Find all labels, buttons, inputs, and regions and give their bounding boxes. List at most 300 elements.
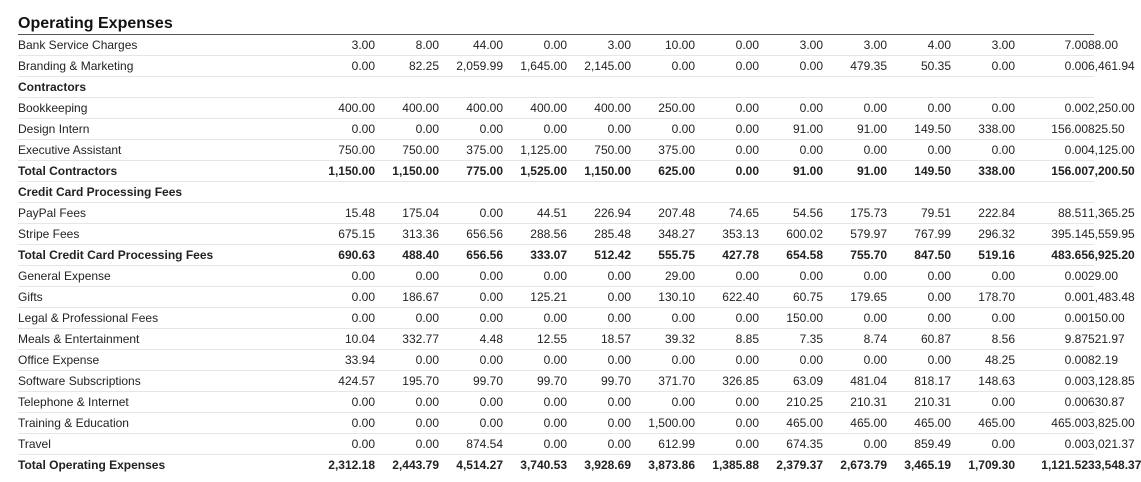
month-value-cell: 0.00 xyxy=(887,350,951,371)
month-value-cell: 755.70 xyxy=(823,245,887,266)
month-value-cell: 675.15 xyxy=(311,224,375,245)
table-row xyxy=(18,413,1094,434)
month-value-cell: 0.00 xyxy=(439,308,503,329)
section-title: Operating Expenses xyxy=(18,14,1094,35)
month-value-cell: 0.00 xyxy=(439,287,503,308)
month-value-cell: 338.00 xyxy=(951,119,1015,140)
month-value-cell: 0.00 xyxy=(439,392,503,413)
month-value-cell: 1,525.00 xyxy=(503,161,567,182)
month-value-cell: 44.00 xyxy=(439,35,503,56)
row-label: Meals & Entertainment xyxy=(18,329,268,350)
month-value-cell: 10.04 xyxy=(311,329,375,350)
month-value-cell: 0.00 xyxy=(567,413,631,434)
total-cell: 1,483.48 xyxy=(1088,287,1094,308)
table-row xyxy=(18,56,1094,77)
month-value-cell: 479.35 xyxy=(823,56,887,77)
month-value-cell xyxy=(759,77,823,98)
month-value-cell xyxy=(439,77,503,98)
row-label: Bookkeeping xyxy=(18,98,268,119)
month-value-cell: 0.00 xyxy=(375,308,439,329)
month-value-cell: 1,645.00 xyxy=(503,56,567,77)
month-value-cell: 15.48 xyxy=(311,203,375,224)
month-value-cell: 0.00 xyxy=(1015,56,1088,77)
month-value-cell: 400.00 xyxy=(503,98,567,119)
month-value-cell: 9.87 xyxy=(1015,329,1088,350)
month-value-cell: 0.00 xyxy=(887,308,951,329)
month-value-cell: 375.00 xyxy=(439,140,503,161)
month-value-cell: 91.00 xyxy=(823,161,887,182)
spacer-cell xyxy=(268,56,311,77)
month-value-cell: 481.04 xyxy=(823,371,887,392)
month-value-cell: 600.02 xyxy=(759,224,823,245)
month-value-cell: 0.00 xyxy=(503,434,567,455)
row-label: Training & Education xyxy=(18,413,268,434)
spacer-cell xyxy=(268,287,311,308)
month-value-cell: 3,873.86 xyxy=(631,455,695,476)
month-value-cell: 18.57 xyxy=(567,329,631,350)
month-value-cell: 0.00 xyxy=(695,119,759,140)
month-value-cell: 8.00 xyxy=(375,35,439,56)
month-value-cell: 0.00 xyxy=(1015,308,1088,329)
month-value-cell: 1,385.88 xyxy=(695,455,759,476)
total-cell xyxy=(1088,182,1094,203)
month-value-cell: 2,379.37 xyxy=(759,455,823,476)
month-value-cell: 0.00 xyxy=(567,266,631,287)
spacer-cell xyxy=(268,434,311,455)
month-value-cell: 427.78 xyxy=(695,245,759,266)
month-value-cell: 465.00 xyxy=(887,413,951,434)
month-value-cell: 375.00 xyxy=(631,140,695,161)
month-value-cell: 654.58 xyxy=(759,245,823,266)
total-cell: 4,125.00 xyxy=(1088,140,1094,161)
month-value-cell: 750.00 xyxy=(311,140,375,161)
month-value-cell: 2,059.99 xyxy=(439,56,503,77)
total-cell: 3,021.37 xyxy=(1088,434,1094,455)
row-label: PayPal Fees xyxy=(18,203,268,224)
month-value-cell: 2,312.18 xyxy=(311,455,375,476)
total-cell: 7,200.50 xyxy=(1088,161,1094,182)
month-value-cell: 29.00 xyxy=(631,266,695,287)
month-value-cell: 0.00 xyxy=(567,308,631,329)
month-value-cell: 0.00 xyxy=(695,392,759,413)
month-value-cell: 0.00 xyxy=(503,119,567,140)
month-value-cell: 179.65 xyxy=(823,287,887,308)
month-value-cell: 150.00 xyxy=(759,308,823,329)
month-value-cell: 0.00 xyxy=(695,266,759,287)
row-label: Bank Service Charges xyxy=(18,35,268,56)
row-label: Contractors xyxy=(18,77,268,98)
month-value-cell: 0.00 xyxy=(823,350,887,371)
month-value-cell: 4.48 xyxy=(439,329,503,350)
month-value-cell: 148.63 xyxy=(951,371,1015,392)
month-value-cell: 149.50 xyxy=(887,161,951,182)
month-value-cell: 0.00 xyxy=(823,308,887,329)
month-value-cell: 250.00 xyxy=(631,98,695,119)
month-value-cell: 0.00 xyxy=(695,308,759,329)
month-value-cell xyxy=(887,182,951,203)
month-value-cell: 195.70 xyxy=(375,371,439,392)
month-value-cell: 0.00 xyxy=(1015,98,1088,119)
month-value-cell xyxy=(375,182,439,203)
month-value-cell: 0.00 xyxy=(567,434,631,455)
month-value-cell: 186.67 xyxy=(375,287,439,308)
month-value-cell: 424.57 xyxy=(311,371,375,392)
month-value-cell: 82.25 xyxy=(375,56,439,77)
month-value-cell: 0.00 xyxy=(695,413,759,434)
total-cell: 825.50 xyxy=(1088,119,1094,140)
month-value-cell: 465.00 xyxy=(951,413,1015,434)
month-value-cell: 353.13 xyxy=(695,224,759,245)
row-label: Branding & Marketing xyxy=(18,56,268,77)
month-value-cell: 0.00 xyxy=(823,98,887,119)
month-value-cell xyxy=(759,182,823,203)
month-value-cell: 3.00 xyxy=(759,35,823,56)
total-cell: 6,461.94 xyxy=(1088,56,1094,77)
month-value-cell xyxy=(311,182,375,203)
month-value-cell: 612.99 xyxy=(631,434,695,455)
month-value-cell: 1,150.00 xyxy=(567,161,631,182)
month-value-cell: 1,709.30 xyxy=(951,455,1015,476)
month-value-cell: 91.00 xyxy=(759,119,823,140)
month-value-cell xyxy=(823,77,887,98)
table-row xyxy=(18,140,1094,161)
month-value-cell: 313.36 xyxy=(375,224,439,245)
month-value-cell: 88.51 xyxy=(1015,203,1088,224)
month-value-cell: 338.00 xyxy=(951,161,1015,182)
month-value-cell: 156.00 xyxy=(1015,161,1088,182)
month-value-cell: 483.65 xyxy=(1015,245,1088,266)
month-value-cell xyxy=(439,182,503,203)
month-value-cell: 91.00 xyxy=(823,119,887,140)
month-value-cell: 0.00 xyxy=(951,140,1015,161)
month-value-cell: 0.00 xyxy=(695,56,759,77)
month-value-cell: 0.00 xyxy=(759,140,823,161)
month-value-cell: 656.56 xyxy=(439,224,503,245)
month-value-cell: 8.56 xyxy=(951,329,1015,350)
month-value-cell: 0.00 xyxy=(759,350,823,371)
expenses-table xyxy=(18,35,1141,475)
month-value-cell: 0.00 xyxy=(695,140,759,161)
month-value-cell: 1,150.00 xyxy=(311,161,375,182)
month-value-cell: 395.14 xyxy=(1015,224,1088,245)
month-value-cell xyxy=(951,182,1015,203)
spacer-cell xyxy=(268,455,311,476)
table-row xyxy=(18,266,1094,287)
month-value-cell: 210.31 xyxy=(823,392,887,413)
spacer-cell xyxy=(268,392,311,413)
month-value-cell: 0.00 xyxy=(503,413,567,434)
month-value-cell: 99.70 xyxy=(503,371,567,392)
month-value-cell: 33.94 xyxy=(311,350,375,371)
month-value-cell: 0.00 xyxy=(311,287,375,308)
month-value-cell: 0.00 xyxy=(951,308,1015,329)
row-label: Total Contractors xyxy=(18,161,268,182)
month-value-cell: 285.48 xyxy=(567,224,631,245)
month-value-cell: 288.56 xyxy=(503,224,567,245)
table-row xyxy=(18,119,1094,140)
month-value-cell: 0.00 xyxy=(823,140,887,161)
month-value-cell: 8.85 xyxy=(695,329,759,350)
month-value-cell: 10.00 xyxy=(631,35,695,56)
month-value-cell: 512.42 xyxy=(567,245,631,266)
table-row xyxy=(18,203,1094,224)
table-row xyxy=(18,35,1094,56)
total-cell: 3,825.00 xyxy=(1088,413,1094,434)
month-value-cell: 0.00 xyxy=(567,119,631,140)
month-value-cell: 7.35 xyxy=(759,329,823,350)
table-row xyxy=(18,434,1094,455)
spacer-cell xyxy=(268,35,311,56)
row-label: Design Intern xyxy=(18,119,268,140)
month-value-cell: 3.00 xyxy=(311,35,375,56)
total-cell: 3,128.85 xyxy=(1088,371,1094,392)
month-value-cell: 0.00 xyxy=(631,56,695,77)
month-value-cell: 0.00 xyxy=(375,119,439,140)
month-value-cell xyxy=(631,182,695,203)
total-cell: 521.97 xyxy=(1088,329,1094,350)
month-value-cell: 0.00 xyxy=(311,392,375,413)
table-row xyxy=(18,455,1094,476)
month-value-cell: 3.00 xyxy=(823,35,887,56)
row-label: General Expense xyxy=(18,266,268,287)
spacer-cell xyxy=(268,98,311,119)
total-cell: 5,559.95 xyxy=(1088,224,1094,245)
total-cell: 33,548.37 xyxy=(1088,455,1094,476)
month-value-cell: 0.00 xyxy=(375,434,439,455)
month-value-cell: 400.00 xyxy=(375,98,439,119)
month-value-cell: 465.00 xyxy=(1015,413,1088,434)
month-value-cell: 0.00 xyxy=(503,308,567,329)
month-value-cell: 3,740.53 xyxy=(503,455,567,476)
total-cell: 1,365.25 xyxy=(1088,203,1094,224)
table-row xyxy=(18,287,1094,308)
month-value-cell: 0.00 xyxy=(311,434,375,455)
spacer-cell xyxy=(268,329,311,350)
total-cell: 6,925.20 xyxy=(1088,245,1094,266)
month-value-cell: 0.00 xyxy=(695,434,759,455)
month-value-cell: 579.97 xyxy=(823,224,887,245)
month-value-cell: 0.00 xyxy=(375,392,439,413)
month-value-cell: 622.40 xyxy=(695,287,759,308)
month-value-cell: 0.00 xyxy=(823,434,887,455)
row-label: Software Subscriptions xyxy=(18,371,268,392)
month-value-cell: 400.00 xyxy=(439,98,503,119)
month-value-cell: 0.00 xyxy=(695,98,759,119)
month-value-cell: 0.00 xyxy=(887,287,951,308)
month-value-cell: 2,443.79 xyxy=(375,455,439,476)
table-row xyxy=(18,245,1094,266)
month-value-cell: 0.00 xyxy=(951,392,1015,413)
spacer-cell xyxy=(268,161,311,182)
month-value-cell: 74.65 xyxy=(695,203,759,224)
month-value-cell xyxy=(1015,182,1088,203)
month-value-cell: 210.25 xyxy=(759,392,823,413)
month-value-cell: 0.00 xyxy=(311,266,375,287)
month-value-cell: 332.77 xyxy=(375,329,439,350)
month-value-cell: 99.70 xyxy=(439,371,503,392)
month-value-cell: 12.55 xyxy=(503,329,567,350)
month-value-cell: 0.00 xyxy=(439,266,503,287)
month-value-cell: 0.00 xyxy=(503,350,567,371)
month-value-cell: 0.00 xyxy=(887,140,951,161)
month-value-cell: 48.25 xyxy=(951,350,1015,371)
month-value-cell: 0.00 xyxy=(631,119,695,140)
month-value-cell: 750.00 xyxy=(567,140,631,161)
month-value-cell: 39.32 xyxy=(631,329,695,350)
total-cell: 29.00 xyxy=(1088,266,1094,287)
month-value-cell: 226.94 xyxy=(567,203,631,224)
month-value-cell xyxy=(1015,77,1088,98)
month-value-cell: 0.00 xyxy=(439,350,503,371)
month-value-cell: 348.27 xyxy=(631,224,695,245)
month-value-cell: 50.35 xyxy=(887,56,951,77)
row-label: Legal & Professional Fees xyxy=(18,308,268,329)
table-row xyxy=(18,98,1094,119)
month-value-cell: 488.40 xyxy=(375,245,439,266)
spacer-cell xyxy=(268,245,311,266)
month-value-cell: 674.35 xyxy=(759,434,823,455)
month-value-cell: 175.73 xyxy=(823,203,887,224)
spacer-cell xyxy=(268,119,311,140)
month-value-cell: 555.75 xyxy=(631,245,695,266)
month-value-cell: 0.00 xyxy=(1015,392,1088,413)
month-value-cell: 54.56 xyxy=(759,203,823,224)
month-value-cell: 4,514.27 xyxy=(439,455,503,476)
spacer-cell xyxy=(268,224,311,245)
total-cell xyxy=(1088,77,1094,98)
month-value-cell: 3.00 xyxy=(567,35,631,56)
month-value-cell: 99.70 xyxy=(567,371,631,392)
month-value-cell: 1,500.00 xyxy=(631,413,695,434)
month-value-cell: 818.17 xyxy=(887,371,951,392)
month-value-cell: 3.00 xyxy=(951,35,1015,56)
table-row xyxy=(18,182,1094,203)
month-value-cell: 0.00 xyxy=(951,266,1015,287)
month-value-cell: 0.00 xyxy=(695,350,759,371)
month-value-cell: 4.00 xyxy=(887,35,951,56)
month-value-cell: 0.00 xyxy=(1015,287,1088,308)
month-value-cell: 0.00 xyxy=(951,56,1015,77)
month-value-cell: 0.00 xyxy=(887,266,951,287)
month-value-cell: 60.75 xyxy=(759,287,823,308)
month-value-cell xyxy=(695,77,759,98)
month-value-cell: 400.00 xyxy=(567,98,631,119)
month-value-cell: 3,465.19 xyxy=(887,455,951,476)
month-value-cell: 690.63 xyxy=(311,245,375,266)
month-value-cell: 333.07 xyxy=(503,245,567,266)
month-value-cell: 775.00 xyxy=(439,161,503,182)
month-value-cell: 63.09 xyxy=(759,371,823,392)
month-value-cell: 0.00 xyxy=(311,119,375,140)
table-row xyxy=(18,392,1094,413)
month-value-cell xyxy=(887,77,951,98)
month-value-cell: 0.00 xyxy=(695,35,759,56)
table-row xyxy=(18,329,1094,350)
table-row xyxy=(18,371,1094,392)
row-label: Credit Card Processing Fees xyxy=(18,182,268,203)
month-value-cell: 178.70 xyxy=(951,287,1015,308)
spacer-cell xyxy=(268,413,311,434)
row-label: Office Expense xyxy=(18,350,268,371)
month-value-cell: 859.49 xyxy=(887,434,951,455)
month-value-cell: 874.54 xyxy=(439,434,503,455)
row-label: Travel xyxy=(18,434,268,455)
month-value-cell: 0.00 xyxy=(567,350,631,371)
month-value-cell: 0.00 xyxy=(567,392,631,413)
row-label: Stripe Fees xyxy=(18,224,268,245)
month-value-cell xyxy=(567,182,631,203)
month-value-cell: 0.00 xyxy=(1015,266,1088,287)
month-value-cell: 149.50 xyxy=(887,119,951,140)
month-value-cell: 0.00 xyxy=(759,56,823,77)
month-value-cell: 0.00 xyxy=(1015,434,1088,455)
month-value-cell: 8.74 xyxy=(823,329,887,350)
month-value-cell: 519.16 xyxy=(951,245,1015,266)
month-value-cell: 1,121.52 xyxy=(1015,455,1088,476)
month-value-cell: 767.99 xyxy=(887,224,951,245)
month-value-cell: 3,928.69 xyxy=(567,455,631,476)
spacer-cell xyxy=(268,350,311,371)
month-value-cell: 656.56 xyxy=(439,245,503,266)
month-value-cell: 7.00 xyxy=(1015,35,1088,56)
month-value-cell xyxy=(695,182,759,203)
month-value-cell xyxy=(375,77,439,98)
month-value-cell: 125.21 xyxy=(503,287,567,308)
spacer-cell xyxy=(268,308,311,329)
row-label: Telephone & Internet xyxy=(18,392,268,413)
month-value-cell: 222.84 xyxy=(951,203,1015,224)
month-value-cell: 0.00 xyxy=(759,98,823,119)
spacer-cell xyxy=(268,182,311,203)
month-value-cell xyxy=(823,182,887,203)
month-value-cell: 0.00 xyxy=(567,287,631,308)
total-cell: 150.00 xyxy=(1088,308,1094,329)
month-value-cell xyxy=(311,77,375,98)
month-value-cell xyxy=(503,77,567,98)
month-value-cell: 0.00 xyxy=(823,266,887,287)
table-row xyxy=(18,161,1094,182)
month-value-cell: 0.00 xyxy=(951,434,1015,455)
month-value-cell: 175.04 xyxy=(375,203,439,224)
month-value-cell: 0.00 xyxy=(631,308,695,329)
month-value-cell: 0.00 xyxy=(759,266,823,287)
month-value-cell: 0.00 xyxy=(503,266,567,287)
row-label: Gifts xyxy=(18,287,268,308)
month-value-cell: 465.00 xyxy=(823,413,887,434)
table-row xyxy=(18,308,1094,329)
month-value-cell: 2,145.00 xyxy=(567,56,631,77)
month-value-cell: 79.51 xyxy=(887,203,951,224)
expenses-table-body xyxy=(18,35,1141,475)
month-value-cell: 2,673.79 xyxy=(823,455,887,476)
month-value-cell: 326.85 xyxy=(695,371,759,392)
month-value-cell xyxy=(567,77,631,98)
month-value-cell: 0.00 xyxy=(439,119,503,140)
row-label: Executive Assistant xyxy=(18,140,268,161)
total-cell: 630.87 xyxy=(1088,392,1094,413)
month-value-cell: 156.00 xyxy=(1015,119,1088,140)
month-value-cell xyxy=(503,182,567,203)
row-label: Total Credit Card Processing Fees xyxy=(18,245,268,266)
month-value-cell: 210.31 xyxy=(887,392,951,413)
month-value-cell: 0.00 xyxy=(311,413,375,434)
month-value-cell: 207.48 xyxy=(631,203,695,224)
month-value-cell: 0.00 xyxy=(375,413,439,434)
month-value-cell: 296.32 xyxy=(951,224,1015,245)
month-value-cell: 0.00 xyxy=(631,392,695,413)
month-value-cell xyxy=(951,77,1015,98)
month-value-cell: 0.00 xyxy=(503,392,567,413)
